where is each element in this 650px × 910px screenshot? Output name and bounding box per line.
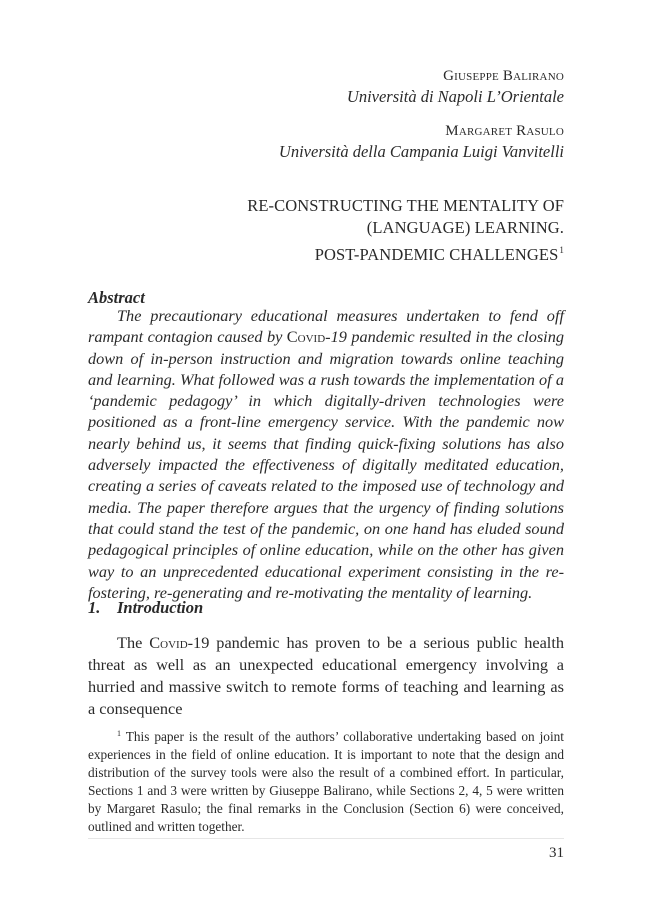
footer-divider — [88, 838, 564, 839]
intro-text-part: -19 pandemic has proven to be a serious public health threat as well as an unexpected educational emergency involving a hurried and massive switch to remote forms of teaching and learning as a consequence — [88, 633, 564, 718]
abstract-text-part: -19 pandemic resulted in the closing down of in-person instruction and migration towards online teaching and learning. What followed was a rush towards the implementation of a ‘pandemic pedagogy’ in which digitally-driven technologies were positioned as a front-line emergency service. With the pandemic now nearly behind us, it seems that finding quick-fixing solutions has also adversely impacted the effectiveness of digitally meditated education, creating a series of caveats related to the imposed use of technology and media. The paper therefore argues that the urgency of finding solutions that could stand the test of the pandemic, on one hand has eluded sound pedagogical principles of online education, while on the other has given way to an unprecedented educational experiment consisting in the re-fostering, re-generating and re-motivating the mentality of learning. — [88, 327, 564, 602]
abstract-heading: Abstract — [88, 288, 145, 307]
page-number: 31 — [549, 845, 564, 861]
abstract-covid-term: Covid — [286, 327, 326, 347]
abstract-text — [88, 305, 564, 603]
footnote-marker: 1 — [559, 245, 564, 255]
author-1 — [347, 66, 564, 108]
intro-covid-term: Covid — [149, 633, 188, 652]
title-line: RE-CONSTRUCTING THE MENTALITY OF — [247, 196, 564, 215]
title-line: (LANGUAGE) LEARNING. — [366, 218, 564, 237]
section-number: 1. — [88, 598, 101, 617]
author-2 — [279, 121, 564, 163]
author-name: Giuseppe Balirano — [443, 68, 564, 84]
paper-title — [247, 195, 564, 266]
author-affiliation: Università della Campania Luigi Vanvitelli — [278, 142, 564, 161]
title-line — [247, 239, 564, 266]
author-name: Margaret Rasulo — [445, 123, 564, 139]
section-heading — [88, 598, 203, 618]
intro-paragraph — [88, 632, 564, 720]
footnote — [88, 725, 564, 836]
title-line-text: POST-PANDEMIC CHALLENGES — [314, 245, 559, 264]
abstract-text-part: The precautionary educational measures undertaken to fend off rampant contagion caused by — [88, 306, 564, 347]
footnote-text: This paper is the result of the authors’ collaborative undertaking based on joint experiences in the field of online education. It is important to note that the design and distribution of the survey tools were also the result of a combined effort. In particular, Sections 1 and 3 were written by Giuseppe Balirano, while Sections 2, 4, 5 were written by Margaret Rasulo; the final remarks in the Conclusion (Section 6) were conceived, outlined and written together. — [88, 729, 564, 834]
footnote-marker: 1 — [117, 729, 121, 738]
author-affiliation: Università di Napoli L’Orientale — [346, 87, 564, 106]
intro-text-part: The — [117, 633, 150, 652]
section-title: Introduction — [117, 598, 204, 617]
